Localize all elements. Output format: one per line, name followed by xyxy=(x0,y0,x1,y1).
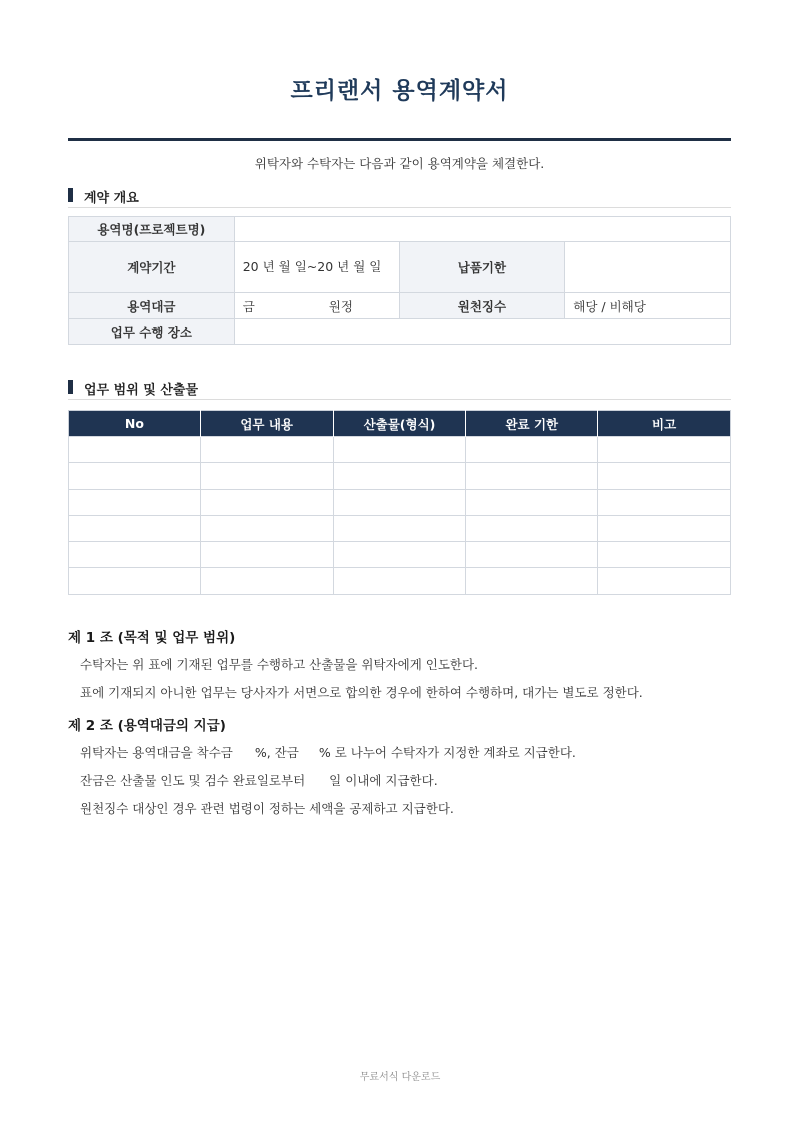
project-name-field[interactable] xyxy=(234,217,730,242)
table-cell[interactable] xyxy=(598,542,731,568)
section-header-scope xyxy=(68,378,731,400)
table-cell[interactable] xyxy=(333,463,466,489)
scope-header-deliverable: 산출물(형식) xyxy=(333,411,466,437)
article-2-clause-2 xyxy=(80,771,438,789)
scope-header-due: 완료 기한 xyxy=(466,411,598,437)
table-cell[interactable] xyxy=(466,437,598,463)
table-cell[interactable] xyxy=(200,437,333,463)
clause-text: %, 잔금 xyxy=(254,745,299,760)
article-1-clause-1: 수탁자는 위 표에 기재된 업무를 수행하고 산출물을 위탁자에게 인도한다. xyxy=(80,657,479,672)
table-cell[interactable] xyxy=(333,515,466,541)
scope-header-task: 업무 내용 xyxy=(200,411,333,437)
work-place-field[interactable] xyxy=(234,319,730,345)
overview-row-project xyxy=(69,217,731,242)
contract-term-field[interactable] xyxy=(234,242,399,293)
table-cell[interactable] xyxy=(598,463,731,489)
clause-text: % 로 나누어 수탁자가 지정한 계좌로 지급한다. xyxy=(318,745,576,760)
document-title: 프리랜서 용역계약서 xyxy=(290,78,509,104)
fee-field[interactable] xyxy=(234,293,399,319)
article-1-clause-2: 표에 기재되지 아니한 업무는 당사자가 서면으로 합의한 경우에 한하여 수행하며, 대가는 별도로 정한다. xyxy=(80,685,643,700)
table-cell[interactable] xyxy=(466,568,598,594)
scope-header-note: 비고 xyxy=(598,411,731,437)
withholding-field[interactable]: 해당 / 비해당 xyxy=(565,293,731,319)
table-cell[interactable] xyxy=(466,515,598,541)
term-start: 20 년 월 일 xyxy=(242,259,307,274)
contract-term-label: 계약기간 xyxy=(69,242,235,293)
overview-row-fee xyxy=(69,293,731,319)
section-header-overview xyxy=(68,186,731,208)
article-2-clause-3: 원천징수 대상인 경우 관련 법령이 정하는 세액을 공제하고 지급한다. xyxy=(80,801,454,816)
clause-text: 위탁자는 용역대금을 착수금 xyxy=(80,745,233,760)
table-row xyxy=(69,515,731,541)
table-cell[interactable] xyxy=(466,463,598,489)
scope-header-row xyxy=(69,411,731,437)
table-cell[interactable] xyxy=(466,542,598,568)
table-row xyxy=(69,437,731,463)
table-row xyxy=(69,542,731,568)
deadline-field[interactable] xyxy=(565,242,731,293)
overview-row-place xyxy=(69,319,731,345)
table-cell[interactable] xyxy=(598,568,731,594)
clause-text: 일 이내에 지급한다. xyxy=(329,773,438,788)
overview-row-term xyxy=(69,242,731,293)
title-divider xyxy=(68,138,731,141)
table-cell[interactable] xyxy=(200,542,333,568)
section-title-scope: 업무 범위 및 산출물 xyxy=(84,383,199,398)
article-2-clause-1 xyxy=(80,743,576,761)
project-name-label: 용역명(프로젝트명) xyxy=(69,217,235,242)
fee-prefix: 금 xyxy=(242,298,255,314)
table-cell[interactable] xyxy=(69,568,201,594)
table-cell[interactable] xyxy=(333,542,466,568)
table-cell[interactable] xyxy=(466,489,598,515)
table-cell[interactable] xyxy=(333,489,466,515)
table-cell[interactable] xyxy=(200,489,333,515)
term-separator: ~ xyxy=(306,259,318,274)
work-place-label: 업무 수행 장소 xyxy=(69,319,235,345)
section-marker xyxy=(68,188,73,202)
table-cell[interactable] xyxy=(69,515,201,541)
section-title-overview: 계약 개요 xyxy=(84,191,139,206)
article-2-title: 제 2 조 (용역대금의 지급) xyxy=(68,718,226,734)
footer-text: 무료서식 다운로드 xyxy=(359,1072,441,1083)
table-cell[interactable] xyxy=(200,568,333,594)
article-1-title: 제 1 조 (목적 및 업무 범위) xyxy=(68,630,236,646)
table-cell[interactable] xyxy=(69,437,201,463)
table-cell[interactable] xyxy=(333,437,466,463)
table-row xyxy=(69,489,731,515)
table-row xyxy=(69,568,731,594)
section-marker xyxy=(68,380,73,394)
scope-header-no: No xyxy=(69,411,201,437)
table-cell[interactable] xyxy=(69,542,201,568)
table-cell[interactable] xyxy=(598,489,731,515)
deadline-label: 납품기한 xyxy=(399,242,565,293)
withholding-label: 원천징수 xyxy=(399,293,565,319)
term-end: 20 년 월 일 xyxy=(317,259,382,274)
fee-suffix: 원정 xyxy=(328,298,353,314)
table-row xyxy=(69,463,731,489)
table-cell[interactable] xyxy=(598,437,731,463)
table-cell[interactable] xyxy=(200,463,333,489)
scope-table xyxy=(68,410,731,595)
intro-text: 위탁자와 수탁자는 다음과 같이 용역계약을 체결한다. xyxy=(254,156,545,171)
clause-text: 잔금은 산출물 인도 및 검수 완료일로부터 xyxy=(80,773,306,788)
fee-label: 용역대금 xyxy=(69,293,235,319)
table-cell[interactable] xyxy=(598,515,731,541)
table-cell[interactable] xyxy=(333,568,466,594)
table-cell[interactable] xyxy=(200,515,333,541)
contract-overview-table xyxy=(68,216,731,345)
table-cell[interactable] xyxy=(69,463,201,489)
table-cell[interactable] xyxy=(69,489,201,515)
